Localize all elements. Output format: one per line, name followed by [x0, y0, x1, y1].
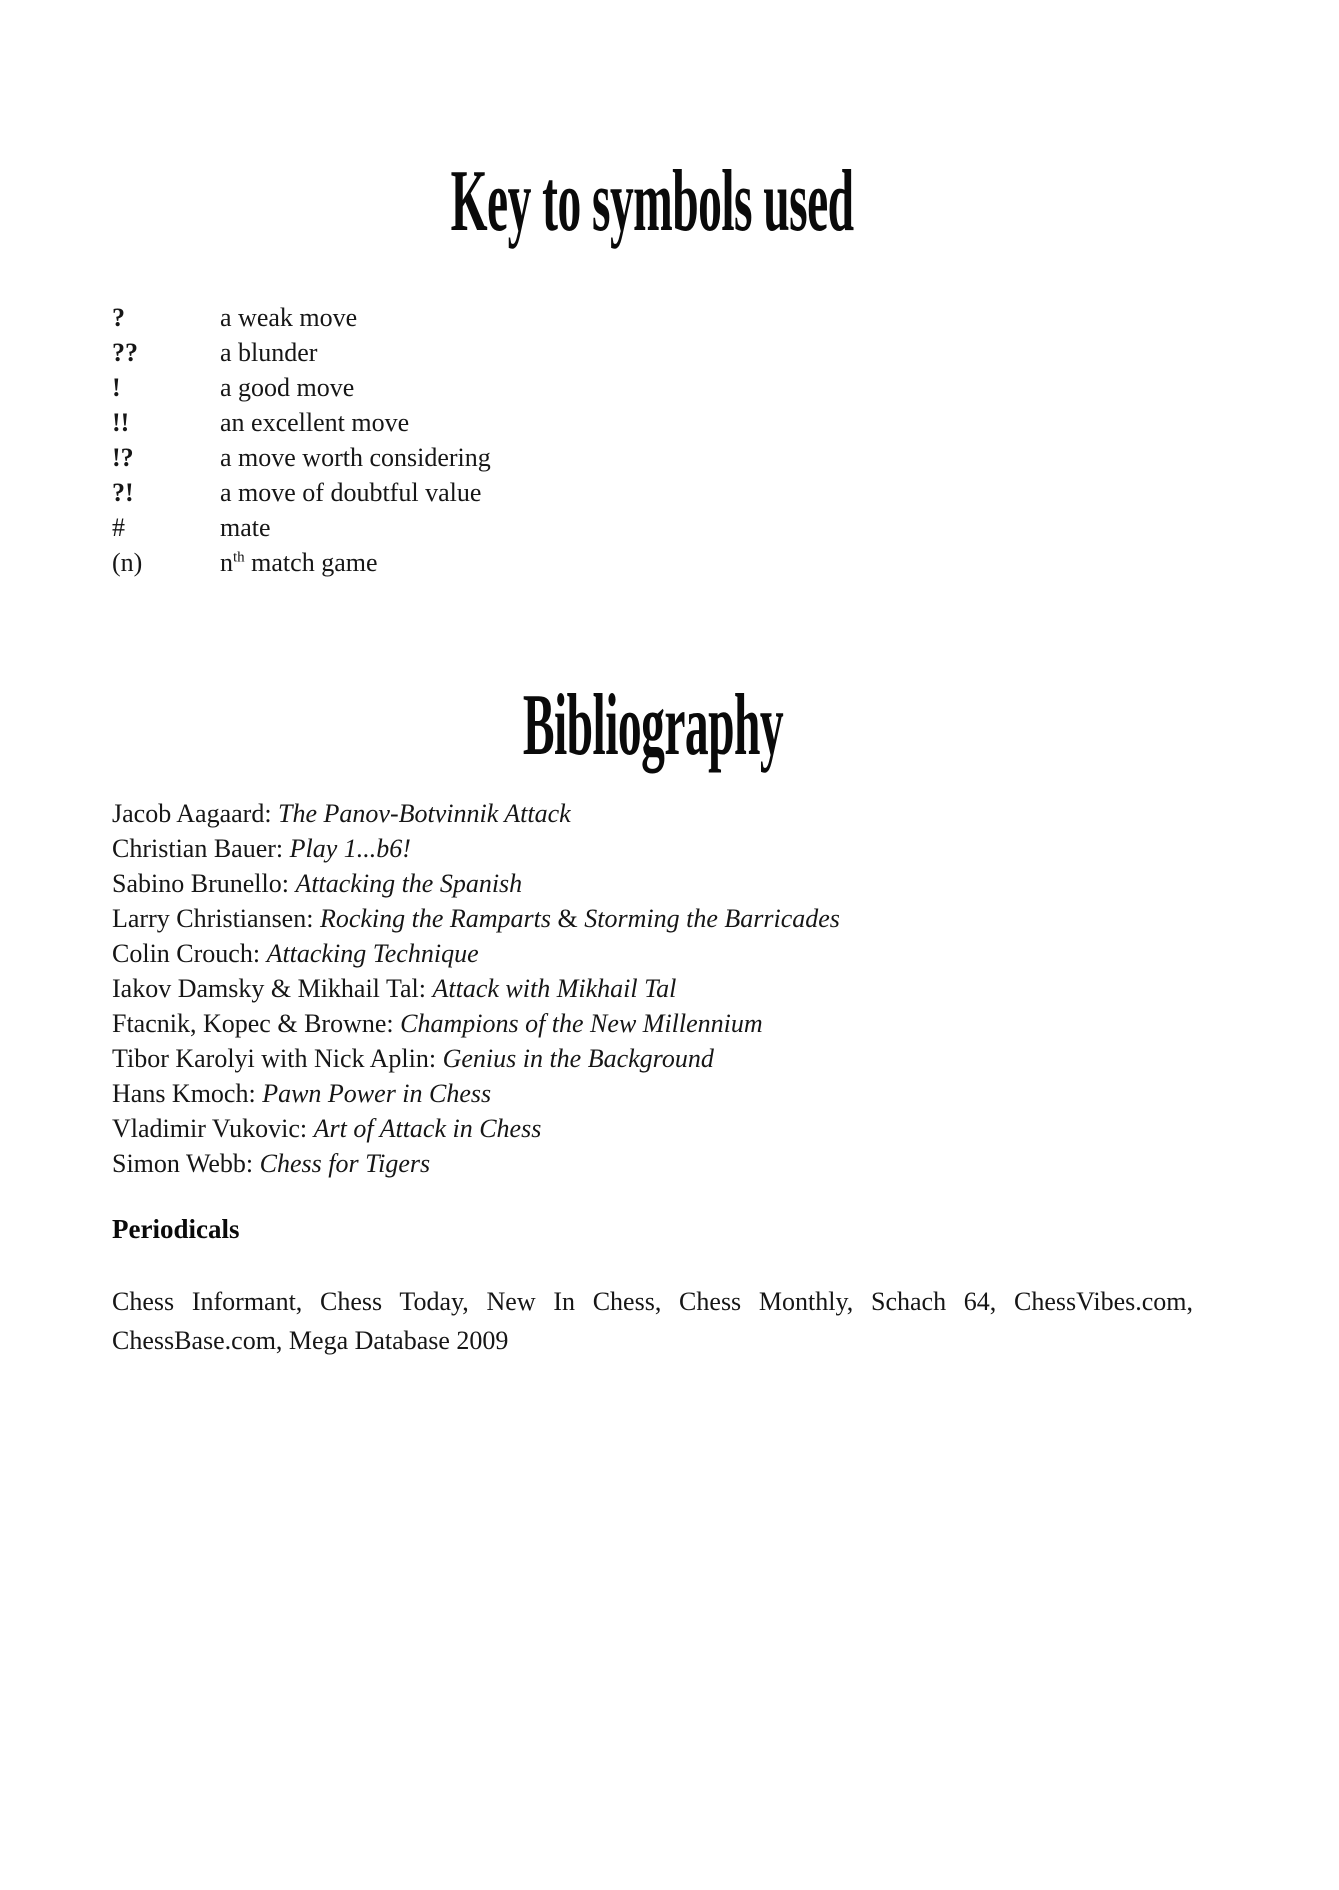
symbol-row [112, 405, 1193, 440]
symbol-row [112, 300, 1193, 335]
periodicals-line-2: ChessBase.com, Mega Database 2009 [112, 1326, 509, 1355]
bibliography-section-title-text: Bibliography [522, 677, 783, 774]
periodicals-line-1: Chess Informant, Chess Today, New In Chess, Chess Monthly, Schach 64, ChessVibes.com, [112, 1287, 1193, 1316]
symbol-glyph: (n) [112, 548, 143, 577]
periodicals-paragraph [112, 1282, 1193, 1360]
bibliography-entry [112, 1146, 1193, 1181]
entry-author: Jacob Aagaard: [112, 799, 279, 828]
symbol-meaning: a good move [220, 373, 355, 402]
symbol-meaning: mate [220, 513, 271, 542]
symbol-glyph: ! [112, 373, 121, 402]
entry-book-title: Rocking the Ramparts [319, 904, 552, 933]
entry-book-title: Champions of the New Millennium [400, 1009, 763, 1038]
entry-book-title: Attacking Technique [266, 939, 479, 968]
entry-author: Larry Christiansen: [112, 904, 320, 933]
key-section-title-text: Key to symbols used [451, 153, 854, 250]
symbol-meaning: a move worth considering [220, 443, 491, 472]
entry-author: Simon Webb: [112, 1149, 260, 1178]
key-section-title [112, 153, 1193, 250]
symbol-row [112, 370, 1193, 405]
bibliography-entry [112, 1076, 1193, 1111]
entry-book-title: Genius in the Background [442, 1044, 714, 1073]
symbol-glyph: ?! [112, 478, 134, 507]
entry-book-title: Art of Attack in Chess [313, 1114, 542, 1143]
symbols-key-list [112, 300, 1193, 580]
entry-book-title: Attacking the Spanish [295, 869, 523, 898]
entry-author: Colin Crouch: [112, 939, 267, 968]
symbol-meaning: a blunder [220, 338, 318, 367]
entry-book-title: Attack with Mikhail Tal [432, 974, 677, 1003]
bibliography-entry [112, 1041, 1193, 1076]
ordinal-superscript: th [233, 549, 245, 566]
entry-author: Ftacnik, Kopec & Browne: [112, 1009, 401, 1038]
entry-author: Vladimir Vukovic: [112, 1114, 314, 1143]
symbol-meaning [220, 545, 1193, 580]
periodicals-heading: Periodicals [112, 1214, 240, 1244]
bibliography-entry [112, 831, 1193, 866]
bibliography-entry [112, 1006, 1193, 1041]
entry-book-title: Chess for Tigers [259, 1149, 431, 1178]
entry-author: Sabino Brunello: [112, 869, 296, 898]
symbol-meaning: a weak move [220, 303, 358, 332]
symbol-row [112, 475, 1193, 510]
bibliography-entry [112, 936, 1193, 971]
entry-book-title: The Panov-Botvinnik Attack [278, 799, 571, 828]
bibliography-entry [112, 866, 1193, 901]
symbol-glyph: ? [112, 303, 125, 332]
symbol-row [112, 510, 1193, 545]
symbol-row [112, 545, 1193, 580]
entry-author: Christian Bauer: [112, 834, 290, 863]
entry-author: Iakov Damsky & Mikhail Tal: [112, 974, 433, 1003]
symbol-glyph: # [112, 513, 125, 542]
bibliography-entry [112, 971, 1193, 1006]
bibliography-entry [112, 1111, 1193, 1146]
entry-connector: & [551, 904, 585, 933]
bibliography-section-title [112, 677, 1193, 774]
entry-author: Hans Kmoch: [112, 1079, 263, 1108]
symbol-glyph: ?? [112, 338, 138, 367]
symbol-row [112, 335, 1193, 370]
entry-book-title-2: Storming the Barricades [584, 904, 840, 933]
symbol-glyph: !! [112, 408, 130, 437]
entry-author: Tibor Karolyi with Nick Aplin: [112, 1044, 443, 1073]
bibliography-list [112, 796, 1193, 1181]
bibliography-entry [112, 901, 1193, 936]
entry-book-title: Pawn Power in Chess [262, 1079, 492, 1108]
symbol-meaning-base: n [220, 548, 233, 577]
symbol-meaning: an excellent move [220, 408, 410, 437]
entry-book-title: Play 1...b6! [289, 834, 411, 863]
symbol-meaning: a move of doubtful value [220, 478, 482, 507]
symbol-glyph: !? [112, 443, 134, 472]
symbol-row [112, 440, 1193, 475]
symbol-meaning-rest: match game [244, 548, 378, 577]
bibliography-entry [112, 796, 1193, 831]
